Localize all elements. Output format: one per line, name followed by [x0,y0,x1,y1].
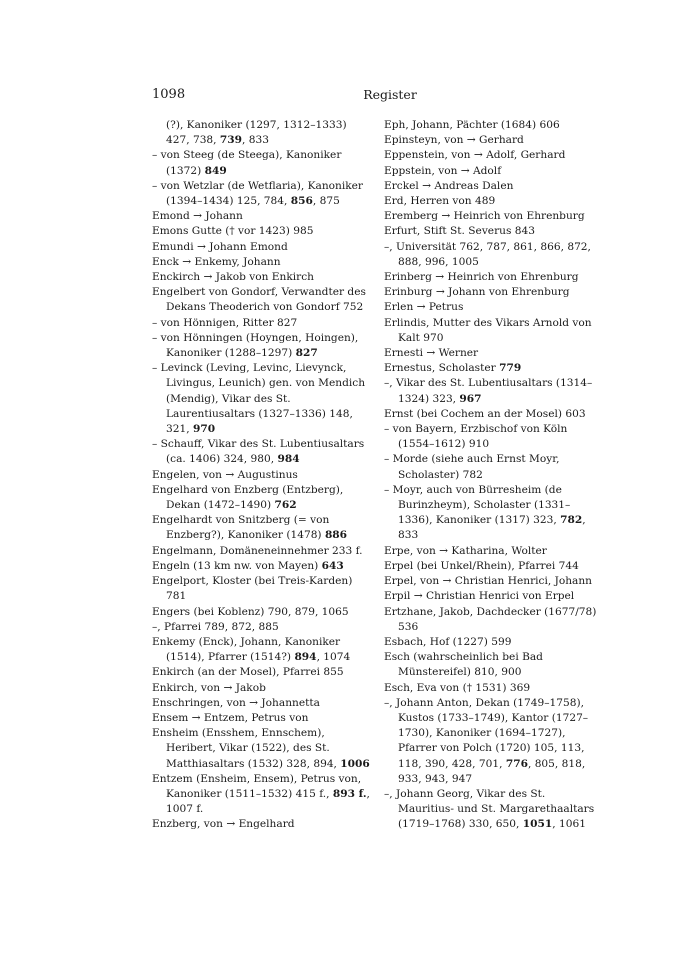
index-entry [152,681,370,696]
index-entry [384,696,598,787]
index-entry [384,148,598,163]
entry-text: Ernesti → Werner [384,347,479,360]
entry-text: –, Johann Georg, Vikar des St. Mauritius- und St. Margarethaaltars (1719–1768) 330, 650, [384,787,595,831]
index-entry [152,240,370,255]
entry-text: Engelport, Kloster (bei Treis-Karden) 781 [152,575,353,603]
index-entry [384,407,598,422]
entry-text: – von Hönningen (Hoyngen, Hoingen), Kanoniker (1288–1297) [152,331,359,360]
entry-main-ref: 762 [274,499,297,512]
index-entry [152,544,370,559]
entry-text: Erpel, von → Christian Henrici, Johann [384,575,592,588]
index-entry [384,422,598,452]
index-entry [152,316,370,331]
index-entry [384,589,598,604]
index-entry [384,164,598,179]
entry-text: Ensem → Entzem, Petrus von [152,711,309,724]
index-entry [152,285,370,315]
entry-tail: , 1061 [552,818,586,831]
index-entry [384,635,598,650]
index-entry [384,316,598,346]
index-entry [152,559,370,574]
entry-text: – Schauff, Vikar des St. Lubentiusaltars (ca. 1406) 324, 980, [152,438,365,466]
entry-text: Erlen → Petrus [384,301,464,314]
index-entry [152,148,370,178]
index-entry [384,300,598,315]
entry-text: –, Vikar des St. Lubentiusaltars (1314–1324) 323, [384,377,593,405]
index-entry [384,361,598,376]
index-entry [152,513,370,543]
entry-tail: , 1074 [316,651,351,664]
index-entry [384,681,598,696]
entry-text: Engelbert von Gondorf, Verwandter des Dekans Theoderich von Gondorf 752 [152,286,366,314]
entry-text: –, Pfarrei 789, 872, 885 [152,620,279,633]
index-entry [152,209,370,224]
entry-main-ref: 1006 [340,757,370,770]
entry-text: Ertzhane, Jakob, Dachdecker (1677/78) 536 [384,605,597,633]
entry-main-ref: 967 [459,392,482,405]
entry-text: – von Steeg (de Steega), Kanoniker (1372) [152,149,342,177]
index-entry [384,650,598,680]
entry-text: – von Wetzlar (de Wetflaria), Kanoniker (1394–1434) 125, 784, [152,179,363,208]
entry-main-ref: 779 [499,362,522,375]
entry-text: Engers (bei Koblenz) 790, 879, 1065 [152,605,349,618]
entry-text: Entzem (Ensheim, Ensem), Petrus von, Kanoniker (1511–1532) 415 f., [152,772,362,800]
entry-tail: , 805, 818, 933, 943, 947 [398,757,586,785]
entry-text: Enzberg, von → Engelhard [152,818,295,831]
index-entry [384,376,598,406]
entry-text: Erpel (bei Unkel/Rhein), Pfarrei 744 [384,559,579,572]
index-entry [384,194,598,209]
entry-main-ref: 849 [204,164,227,177]
entry-text: Eppenstein, von → Adolf, Gerhard [384,149,566,162]
index-entry [384,179,598,194]
entry-text: Engeln (13 km nw. von Mayen) [152,559,322,572]
entry-tail: , 833 [398,514,586,542]
index-entry [384,483,598,544]
entry-text: – von Hönnigen, Ritter 827 [152,316,298,329]
entry-main-ref: 984 [277,453,300,466]
entry-text: Emons Gutte († vor 1423) 985 [152,225,314,238]
index-entry [384,224,598,239]
entry-text: Esch, Eva von († 1531) 369 [384,681,531,694]
entry-tail: , 875 [312,195,340,208]
index-entry [384,559,598,574]
entry-text: Ernst (bei Cochem an der Mosel) 603 [384,407,586,420]
entry-text: Engelen, von → Augustinus [152,468,298,481]
entry-text: Emond → Johann [152,210,243,223]
index-entry [384,574,598,589]
entry-text: Eph, Johann, Pächter (1684) 606 [384,119,560,131]
index-entry [384,544,598,559]
index-entry [384,285,598,300]
index-entry [384,346,598,361]
entry-text: Erfurt, Stift St. Severus 843 [384,225,535,238]
index-entry [384,209,598,224]
index-column-right [384,118,598,833]
index-entry [384,605,598,635]
entry-main-ref: 1051 [522,818,553,831]
index-entry [152,483,370,513]
index-entry [152,696,370,711]
entry-text: Esch (wahrscheinlich bei Bad Münstereifel) 810, 900 [384,651,543,679]
entry-main-ref: 827 [295,347,318,360]
entry-text: Erpe, von → Katharina, Wolter [384,544,547,557]
index-entry [152,817,370,832]
index-entry [152,772,370,818]
entry-text: Erinberg → Heinrich von Ehrenburg [384,271,579,284]
index-entry [152,255,370,270]
entry-text: Ensheim (Ensshem, Ennschem), Heribert, Vikar (1522), des St. Matthiasaltars (1532) 328, 894, [152,727,341,770]
index-entry [152,665,370,680]
entry-main-ref: 886 [324,529,348,542]
index-entry [384,118,598,133]
entry-main-ref: 970 [192,423,216,436]
entry-text: –, Johann Anton, Dekan (1749–1758), Kustos (1733–1749), Kantor (1727–1730), Kanoniker (1694–1727), Pfarrer von Polch (1720) 105, 113, 118, 390, 428, 701, [384,696,589,770]
entry-text: Enckirch → Jakob von Enkirch [152,271,314,284]
entry-text: – von Bayern, Erzbischof von Köln (1554–1612) 910 [384,423,568,451]
entry-text: Eremberg → Heinrich von Ehrenburg [384,210,585,223]
entry-text: Eppstein, von → Adolf [384,164,502,177]
entry-text: Esbach, Hof (1227) 599 [384,635,512,648]
index-entry [152,224,370,239]
index-entry [384,270,598,285]
entry-main-ref: 894 [294,651,317,664]
index-entry [384,240,598,270]
index-entry [152,331,370,361]
entry-tail: , 833 [242,134,270,147]
entry-text: – Moyr, auch von Bürresheim (de Burinzheym), Scholaster (1331–1336), Kanoniker (1317) 323, [384,483,571,527]
index-entry [152,605,370,620]
entry-text: – Morde (siehe auch Ernst Moyr, Scholaster) 782 [384,453,560,481]
index-entry [152,711,370,726]
index-entry [384,133,598,148]
entry-main-ref: 776 [505,757,528,770]
entry-text: Enkirch, von → Jakob [152,681,266,694]
index-entry [152,179,370,209]
entry-text: Emundi → Johann Emond [152,240,288,253]
entry-text: (?), Kanoniker (1297, 1312–1333) 427, 738, [166,119,347,147]
entry-tail: , 1007 f. [166,787,370,816]
entry-text: Erinburg → Johann von Ehrenburg [384,286,570,299]
running-head: Register [363,87,417,102]
entry-text: Erckel → Andreas Dalen [384,179,514,192]
entry-text: Enck → Enkemy, Johann [152,255,281,268]
index-entry [152,270,370,285]
entry-text: Enkirch (an der Mosel), Pfarrei 855 [152,666,344,679]
entry-text: Erd, Herren von 489 [384,195,496,208]
index-entry [384,787,598,833]
index-entry [152,574,370,604]
entry-main-ref: 856 [290,195,313,208]
entry-main-ref: 739 [219,134,243,147]
entry-text: – Levinck (Leving, Levinc, Lievynck, Livingus, Leunich) gen. von Mendich (Mendig), Vikar des St. Laurentiusaltars (1327–1336) 148, 321, [152,362,366,436]
entry-main-ref: 893 f. [332,787,367,800]
entry-main-ref: 782 [560,514,583,527]
entry-text: Enschringen, von → Johannetta [152,696,320,709]
entry-text: Enkemy (Enck), Johann, Kanoniker (1514), Pfarrer (1514?) [152,635,341,664]
index-entry [152,361,370,437]
entry-main-ref: 643 [321,559,344,572]
page-number: 1098 [152,87,186,102]
index-entry [152,437,370,467]
index-entry [384,452,598,482]
entry-text: Ernestus, Scholaster [384,362,500,375]
entry-text: Epinsteyn, von → Gerhard [384,134,524,147]
entry-text: Engelhard von Enzberg (Entzberg), Dekan (1472–1490) [152,483,344,512]
index-entry [152,726,370,772]
index-entry [152,620,370,635]
entry-text: Erlindis, Mutter des Vikars Arnold von Kalt 970 [384,316,592,344]
entry-text: –, Universität 762, 787, 861, 866, 872, 888, 996, 1005 [384,240,591,268]
entry-text: Engelmann, Domäneneinnehmer 233 f. [152,544,363,557]
index-entry [152,635,370,665]
entry-text: Erpil → Christian Henrici von Erpel [384,590,575,603]
entry-text: Engelhardt von Snitzberg (= von Enzberg?), Kanoniker (1478) [152,514,330,542]
index-column-left [152,118,370,833]
index-entry [152,468,370,483]
index-entry [152,118,370,148]
